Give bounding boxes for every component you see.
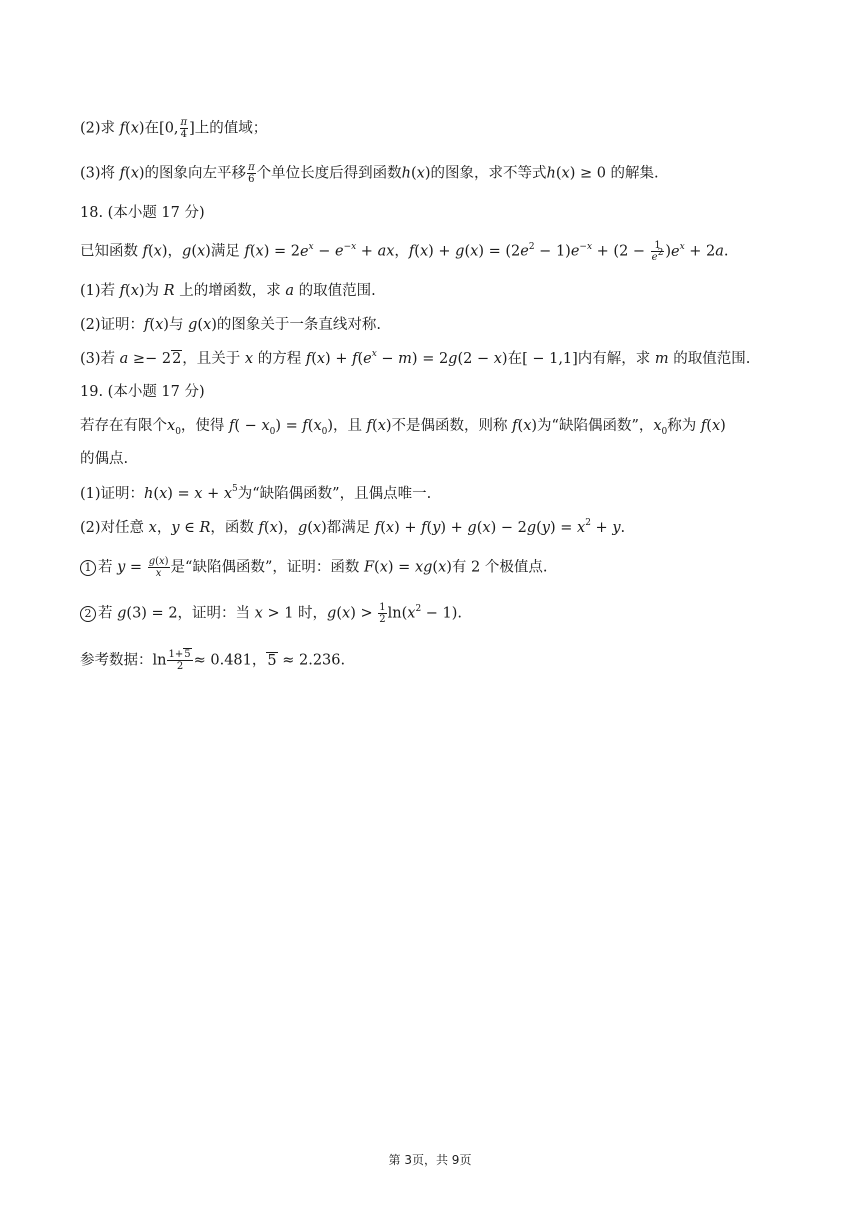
question-18-part-3: (3)若 a ≥− 22，且关于 x 的方程 $f(x) + f(e^x - m) = 2g(2 - x)$在[ − 1,1]内有解，求 m 的取值范围. bbox=[80, 349, 751, 367]
page-footer: 第 3页，共 9页 bbox=[388, 1153, 472, 1167]
question-17-part-3: (3)将 f(x)的图象向左平移 $\frac{\pi}{6}$ 个单位长度后得到函数h(x)的图象，求不等式h(x) ≥ 0 的解集. bbox=[80, 162, 659, 185]
question-19-case-1: 1 若 y = $\frac{g(x)}{x}$ 是“缺陷偶函数”，证明：函数 F(x) = xg(x)有 2 个极值点. bbox=[80, 556, 780, 579]
question-19-part-2: (2)对任意 x，y ∈ R，函数 f(x)，g(x)都满足 $f(x) + f(y) + g(x) - 2g(y) = x^2 + y$. bbox=[80, 518, 626, 536]
question-18-header: 18. (本小题 17 分) bbox=[80, 205, 205, 221]
question-19-stem-line-2: 的偶点. bbox=[80, 451, 129, 467]
question-19-case-2: 2 若 g(3) = 2，证明：当 x > 1 时，g(x) > $\frac{1}{2}$ $\ln(x^2 - 1)$. bbox=[80, 602, 780, 625]
question-17-part-2: (2)求 f(x)在[0, $\frac{\pi}{4}$ ]上的值域； bbox=[80, 117, 268, 140]
reference-data: 参考数据：ln $\frac{1+5}{2}$ ≈ 0.481，5 ≈ 2.236. bbox=[80, 649, 346, 672]
circled-two-icon: 2 bbox=[80, 606, 96, 622]
question-19-stem-line-1: 若存在有限个$x_0$，使得 $f( - x_0) = f(x_0)$，且 f(x)不是偶函数，则称 f(x)为“缺陷偶函数”，$x_0$称为 f(x) bbox=[80, 418, 726, 437]
question-19-header: 19. (本小题 17 分) bbox=[80, 384, 205, 400]
circled-one-icon: 1 bbox=[80, 560, 96, 576]
question-18-part-2: (2)证明：f(x)与 g(x)的图象关于一条直线对称. bbox=[80, 317, 381, 333]
question-18-stem: 已知函数 f(x)，g(x)满足 $f(x) = 2e^x - e^{-x}$ + ax，$f(x) + g(x) = (2e^2 - 1)e^{-x} + (2$ − $\frac{1}{e^2}$ )$e^x + 2a$. bbox=[80, 240, 729, 263]
question-19-part-1: (1)证明：$h(x) = x + x^5$为“缺陷偶函数”，且偶点唯一. bbox=[80, 484, 432, 502]
question-18-part-1: (1)若 f(x)为 R 上的增函数，求 a 的取值范围. bbox=[80, 283, 376, 299]
